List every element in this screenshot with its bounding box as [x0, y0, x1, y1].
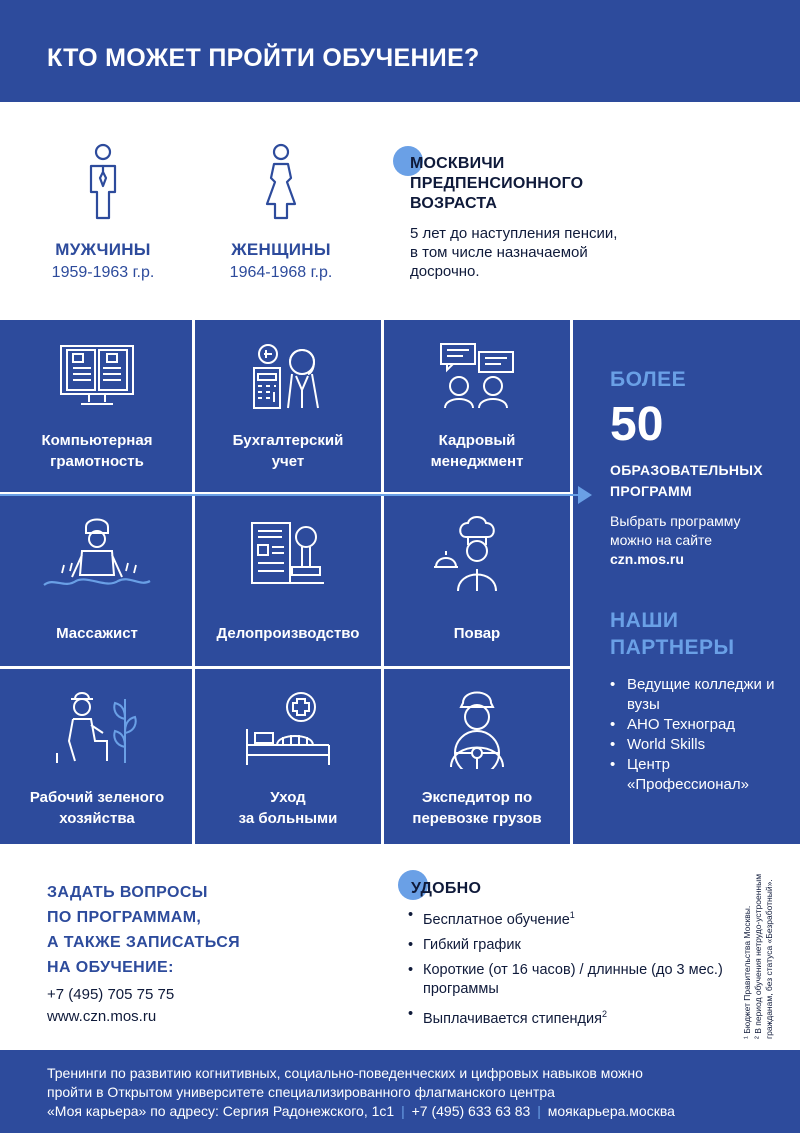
footnotes [742, 854, 792, 1039]
men-title: МУЖЧИНЫ [55, 240, 151, 259]
programs-section [0, 320, 800, 844]
arrow-icon [578, 486, 592, 504]
program-tile: Кадровый менеджмент [384, 320, 570, 492]
women-years: 1964-1968 г.р. [229, 264, 333, 281]
driver-icon [437, 689, 517, 769]
separator: | [401, 1103, 405, 1119]
hr-chat-icon [437, 340, 517, 410]
muscovites-title: МОСКВИЧИ ПРЕДПЕНСИОННОГО ВОЗРАСТА [410, 155, 584, 212]
convenient-list [408, 906, 728, 1029]
phone-link[interactable]: +7 (495) 705 75 75 [47, 986, 175, 1003]
list-item: • Центр «Профессионал» [610, 755, 795, 795]
stamp-document-icon [248, 515, 328, 595]
list-item: • Ведущие колледжи и вузы [610, 675, 795, 715]
man-icon [83, 142, 123, 222]
page-title: КТО МОЖЕТ ПРОЙТИ ОБУЧЕНИЕ? [47, 44, 480, 72]
list-item: • Выплачивается стипендия$^2$ [408, 1005, 728, 1029]
patient-care-icon [243, 689, 333, 769]
gardener-icon [47, 689, 147, 769]
massage-icon [42, 515, 152, 595]
program-tile: Компьютерная грамотность [4, 320, 190, 492]
footer-banner: Тренинги по развитию когнитивных, социально-поведенческих и цифровых навыков можно пройти в Открытом университете специализированного флагманского центра «Моя карьера» по адресу: Сергия Радонежского, 1с1 | +7 (495) 633 63 83 | моякарьера.москва [0, 1050, 800, 1133]
muscovites-text: 5 лет до наступления пенсии, в том числе назначаемой досрочно. [410, 225, 618, 280]
accountant-icon [248, 340, 328, 410]
programs-label: ОБРАЗОВАТЕЛЬНЫХ ПРОГРАММ [610, 462, 763, 499]
woman-icon [261, 142, 301, 222]
more-label: БОЛЕЕ [610, 368, 687, 391]
list-item: • АНО Техноград [610, 715, 795, 735]
convenient-title: УДОБНО [411, 880, 482, 897]
header-banner [0, 0, 800, 102]
book-monitor-icon [57, 340, 137, 410]
program-tile: Экспедитор по перевозке грузов [384, 669, 570, 841]
men-years: 1959-1963 г.р. [51, 264, 155, 281]
website-link[interactable]: www.czn.mos.ru [47, 1008, 157, 1025]
program-tile: Массажист [4, 495, 190, 667]
grid-divider [570, 320, 573, 844]
footnote: ² В период обучения нетрудо-устроенным гражданам, без статуса «Безработный». [753, 873, 774, 1039]
program-tile: Повар [384, 495, 570, 667]
site-link[interactable]: czn.mos.ru [610, 551, 684, 567]
list-item: • Бесплатное обучение$^1$ [408, 906, 728, 930]
list-item: • World Skills [610, 735, 795, 755]
convenient-block [398, 870, 723, 1027]
footer-phone[interactable]: +7 (495) 633 63 83 [411, 1103, 531, 1119]
list-item: • Гибкий график [408, 936, 728, 955]
ask-title: ЗАДАТЬ ВОПРОСЫ ПО ПРОГРАММАМ, А ТАКЖЕ ЗАПИСАТЬСЯ НА ОБУЧЕНИЕ: [47, 884, 241, 976]
women-title: ЖЕНЩИНЫ [231, 240, 331, 259]
program-tile: Уход за больными [195, 669, 381, 841]
partners-title: НАШИ ПАРТНЕРЫ [610, 609, 735, 659]
choose-program-text: Выбрать программу можно на сайте czn.mos.ru [610, 512, 795, 569]
program-tile: Рабочий зеленого хозяйства [4, 669, 190, 841]
contact-section [0, 844, 800, 1050]
side-info [610, 368, 795, 795]
footnote: ¹ Бюджет Правительства Москвы. [742, 905, 752, 1039]
program-count: 50 [610, 398, 664, 451]
partners-list [610, 675, 795, 795]
ask-block [47, 880, 307, 1028]
footer-site-link[interactable]: моякарьера.москва [547, 1103, 675, 1119]
women-block [206, 142, 356, 282]
list-item: • Короткие (от 16 часов) / длинные (до 3 мес.) программы [408, 961, 728, 999]
chef-icon [432, 515, 522, 595]
muscovites-block [393, 146, 693, 280]
separator: | [537, 1103, 541, 1119]
men-block [28, 142, 178, 282]
program-tile: Бухгалтерский учет [195, 320, 381, 492]
who-section [0, 102, 800, 320]
program-tile: Делопроизводство [195, 495, 381, 667]
